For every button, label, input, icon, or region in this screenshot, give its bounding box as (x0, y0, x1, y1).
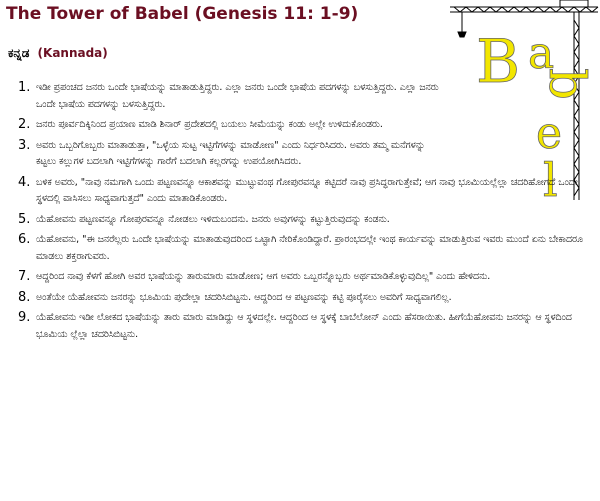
verse-item (0, 290, 590, 307)
verse-number: 3. (18, 137, 31, 153)
verse-number: 8. (18, 289, 31, 305)
verse-number: 1. (18, 80, 31, 95)
verse-text: ಜನರು ಪೂರ್ವದಿಕ್ಕಿನಿಂದ ಪ್ರಯಾಣ ಮಾಡಿ ಶಿನಾರ್ ಪ್ರದೇಶದಲ್ಲಿ ಬಯಲು ಸೀಮೆಯನ್ನು ಕಂಡು ಅಲ್ಲೇ ಉಳಿದುಕೊಂಡರು. (36, 119, 383, 130)
verse-item (0, 310, 590, 343)
language-label (8, 46, 108, 61)
verse-text: ಯೆಹೋವನು, "ಈ ಜನರೆಲ್ಲರು ಒಂದೇ ಭಾಷೆಯನ್ನು ಮಾತಾಡುವುದರಿಂದ ಒಟ್ಟಾಗಿ ನೇರಿಕೊಂಡಿದ್ದಾರೆ. ಪ್ರಾರಂಭದಲ್ಲೇ ಇಂಥ ಕಾರ್ಯವನ್ನು ಮಾಡುತ್ತಿರುವ ಇವರು ಮುಂದೆ ಏನು ಬೇಕಾದರೂ ಮಾಡಲು ಶಕ್ತರಾಗುವರು. (36, 234, 583, 262)
verse-number: 5. (18, 211, 31, 227)
verse-item (0, 117, 590, 134)
verse-text: ಆದ್ದರಿಂದ ನಾವು ಕೆಳಗೆ ಹೋಗಿ ಅವರ ಭಾಷೆಯನ್ನು ತಾರುಮಾರು ಮಾಡೋಣ; ಆಗ ಅವರು ಒಬ್ಬರನ್ನೊಬ್ಬರು ಅರ್ಥಮಾಡಿಕೊಳ್ಳುವುದಿಲ್ಲ" ಎಂದು ಹೇಳಿದನು. (36, 271, 491, 282)
page-title: The Tower of Babel (Genesis 11: 1-9) (6, 4, 359, 24)
verse-item (0, 175, 590, 208)
verse-item (0, 269, 590, 286)
verse-text: ಯೆಹೋವನು ಪಟ್ಟಣವನ್ನೂ ಗೋಪುರವನ್ನೂ ನೋಡಲು ಇಳಿದುಬಂದನು. ಜನರು ಅವುಗಳನ್ನು ಕಟ್ಟುತ್ತಿರುವುದನ್ನು ಕಂಡನು. (36, 213, 390, 225)
verse-list (0, 80, 590, 347)
verse-text: ಬಳಿಕ ಅವರು, "ನಾವು ನಮಗಾಗಿ ಒಂದು ಪಟ್ಟಣವನ್ನೂ ಆಕಾಶವನ್ನು ಮುಟ್ಟುವಂಥ ಗೋಪುರವನ್ನೂ ಕಟ್ಟಿದರೆ ನಾವು ಪ್ರಸಿದ್ಧರಾಗುತ್ತೇವೆ; ಆಗ ನಾವು ಭೂಮಿಯಲ್ಲೆಲ್ಲಾ ಚದರಿಹೋಗದೆ ಒಂದೇ ಸ್ಥಳದಲ್ಲಿ ವಾಸಿಸಲು ಸಾಧ್ಯವಾಗುತ್ತದೆ" ಎಂದು ಮಾತಾಡಿಕೊಂಡರು. (36, 176, 578, 204)
logo-letter-b-lower: b (538, 68, 596, 101)
verse-number: 6. (18, 232, 31, 247)
verse-item (0, 138, 590, 171)
verse-item (0, 80, 590, 113)
logo-letter-b-upper: B (476, 27, 521, 97)
verse-text: ಯೆಹೋವನು ಇಡೀ ಲೋಕದ ಭಾಷೆಯನ್ನು ತಾರು ಮಾರು ಮಾಡಿದ್ದು ಆ ಸ್ಥಳದಲ್ಲೇ. ಆದ್ದರಿಂದ ಆ ಸ್ಥಳಕ್ಕೆ ಬಾಬೆಲೋನ್ ಎಂದು ಹೆಸರಾಯಿತು. ಹೀಗೆಯೆಹೋವನು ಜನರನ್ನು ಆ ಸ್ಥಳದಿಂದ ಭೂಮಿಯ ಲ್ಲೆಲ್ಲಾ ಚದರಿಸಿಬಿಟ್ಟನು. (36, 312, 572, 340)
language-english: (Kannada) (37, 46, 108, 60)
logo-letter-l: l (543, 153, 558, 200)
verse-text: ಅವರು ಒಬ್ಬರಿಗೊಬ್ಬರು ಮಾತಾಡುತ್ತಾ, "ಒಳ್ಳೆಯ ಸುಟ್ಟ ಇಟ್ಟಿಗೆಗಳನ್ನು ಮಾಡೋಣ" ಎಂದು ನಿರ್ಧರಿಸಿದರು. ಅವರು ತಮ್ಮ ಮನೆಗಳನ್ನು ಕಟ್ಟಲು ಕಲ್ಲುಗಳ ಬದಲಾಗಿ ಇಟ್ಟಿಗೆಗಳನ್ನು ಗಾರೆಗೆ ಬದಲಾಗಿ ಕಲ್ಲರಗನ್ನು ಉಪಯೋಗಿಸಿದರು. (36, 139, 426, 167)
verse-number: 2. (18, 117, 31, 132)
logo-letter-a: a (528, 28, 555, 79)
verse-text: ಅಂತೆಯೇ ಯೆಹೋವನು ಜನರನ್ನು ಭೂಮಿಯ ಪುದೇಲ್ಲಾ ಚದರಿಸಿಬಿಟ್ಟನು. ಆದ್ದರಿಂದ ಆ ಪಟ್ಟಣವನ್ನು ಕಟ್ಟಿ ಪೂರೈಸಲು ಅವರಿಗೆ ಸಾಧ್ಯವಾಗಲಿಲ್ಲ. (36, 291, 452, 303)
logo-letter-e: e (536, 108, 563, 159)
verse-text: ಇಡೀ ಪ್ರಪಂಚದ ಜನರು ಒಂದೇ ಭಾಷೆಯನ್ನು ಮಾತಾಡುತ್ತಿದ್ದರು. ಎಲ್ಲಾ ಜನರು ಒಂದೇ ಭಾಷೆಯ ಪದಗಳನ್ನು ಬಳಸುತ್ತಿದ್ದರು. ಎಲ್ಲಾ ಜನರು ಒಂದೇ ಭಾಷೆಯ ಪದಗಳನ್ನು ಬಳಸುತ್ತಿದ್ದರು. (36, 82, 439, 110)
verse-number: 4. (18, 174, 31, 190)
verse-number: 7. (18, 269, 31, 284)
verse-item (0, 212, 590, 229)
language-native: ಕನ್ನಡ (8, 46, 30, 60)
verse-item (0, 232, 590, 265)
verse-number: 9. (18, 310, 31, 325)
